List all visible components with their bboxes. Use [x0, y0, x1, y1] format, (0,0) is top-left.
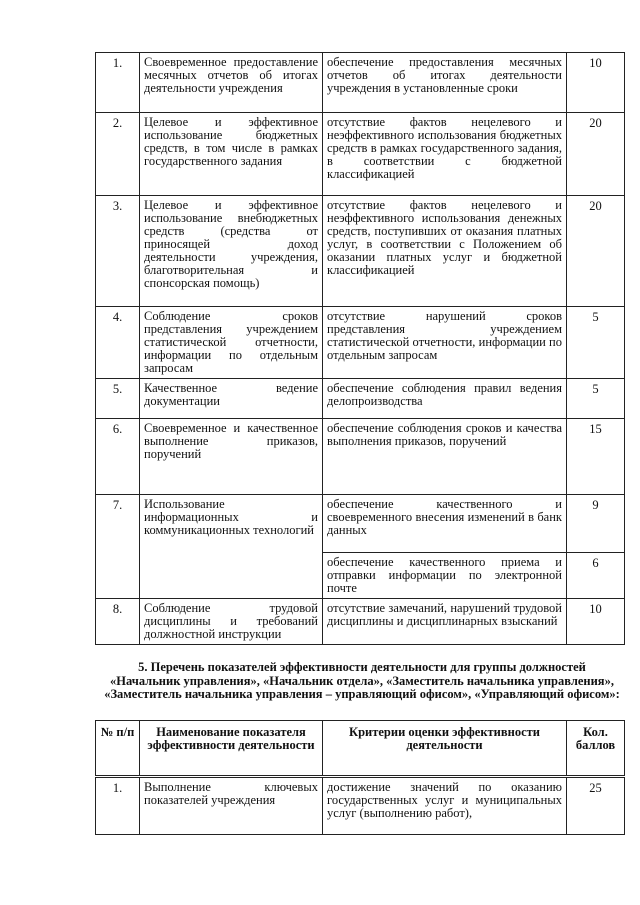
criteria-text: отсутствие нарушений сроков представления учреждением статистической отчетности, информации по отдельным запросам — [323, 307, 567, 379]
indicator-name: Своевременное предоставление месячных отчетов об итогах деятельности учреждения — [140, 53, 323, 113]
criteria-text: отсутствие фактов нецелевого и неэффективного использования бюджетных средств в рамках государственного задания, в соответствии с бюджетной классификацией — [323, 113, 567, 196]
table-row — [96, 113, 625, 196]
row-number: 8. — [96, 599, 140, 645]
table-row — [96, 307, 625, 379]
table-header-row — [96, 721, 625, 777]
indicator-name: Выполнение ключевых показателей учреждения — [140, 777, 323, 835]
indicator-name: Соблюдение сроков представления учреждением статистической отчетности, информации по отдельным запросам — [140, 307, 323, 379]
points-value: 5 — [567, 379, 625, 419]
indicator-name: Соблюдение трудовой дисциплины и требований должностной инструкции — [140, 599, 323, 645]
points-value: 5 — [567, 307, 625, 379]
indicator-name: Целевое и эффективное использование внебюджетных средств (средства от приносящей доход деятельности учреждения, благотворительная и спонсорская помощь) — [140, 196, 323, 307]
criteria-text: обеспечение соблюдения правил ведения делопроизводства — [323, 379, 567, 419]
header-criteria: Критерии оценки эффективности деятельности — [323, 721, 567, 777]
criteria-text: отсутствие фактов нецелевого и неэффективного использования денежных средств, поступивших от оказания платных услуг, в соответствии с Положением об оказании платных услуг и бюджетной классификацией — [323, 196, 567, 307]
points-value: 10 — [567, 53, 625, 113]
section-heading: 5. Перечень показателей эффективности деятельности для группы должностей «Начальник управления», «Начальник отдела», «Заместитель начальника управления», «Заместитель начальника управления – управляющий офисом», «Управляющий офисом»: — [104, 660, 620, 701]
table-row — [96, 53, 625, 113]
points-value: 15 — [567, 419, 625, 495]
row-number: 1. — [96, 777, 140, 835]
row-number: 2. — [96, 113, 140, 196]
criteria-text: обеспечение предоставления месячных отчетов об итогах деятельности учреждения в установленные сроки — [323, 53, 567, 113]
row-number: 1. — [96, 53, 140, 113]
criteria-text: отсутствие замечаний, нарушений трудовой дисциплины и дисциплинарных взысканий — [323, 599, 567, 645]
header-name: Наименование показателя эффективности деятельности — [140, 721, 323, 777]
criteria-text: достижение значений по оказанию государственных услуг и муниципальных услуг (выполнению работ), — [323, 777, 567, 835]
indicator-name: Качественное ведение документации — [140, 379, 323, 419]
criteria-text: обеспечение качественного и своевременного внесения изменений в банк данных — [323, 495, 567, 553]
criteria-text: обеспечение качественного приема и отправки информации по электронной почте — [323, 553, 567, 599]
points-value: 20 — [567, 196, 625, 307]
table-row — [96, 379, 625, 419]
table-row — [96, 196, 625, 307]
row-number: 4. — [96, 307, 140, 379]
table-row — [96, 777, 625, 835]
points-value: 20 — [567, 113, 625, 196]
points-value: 9 — [567, 495, 625, 553]
row-number: 3. — [96, 196, 140, 307]
indicators-table-section5 — [95, 720, 625, 835]
header-num: № п/п — [96, 721, 140, 777]
indicators-table-continued — [95, 52, 625, 645]
points-value: 25 — [567, 777, 625, 835]
table-row — [96, 599, 625, 645]
points-value: 10 — [567, 599, 625, 645]
criteria-text: обеспечение соблюдения сроков и качества выполнения приказов, поручений — [323, 419, 567, 495]
row-number: 6. — [96, 419, 140, 495]
points-value: 6 — [567, 553, 625, 599]
row-number: 5. — [96, 379, 140, 419]
table-row — [96, 495, 625, 553]
table-row — [96, 419, 625, 495]
indicator-name: Использование информационных и коммуникационных технологий — [140, 495, 323, 599]
header-points: Кол. баллов — [567, 721, 625, 777]
indicator-name: Своевременное и качественное выполнение приказов, поручений — [140, 419, 323, 495]
indicator-name: Целевое и эффективное использование бюджетных средств, в том числе в рамках государственного задания — [140, 113, 323, 196]
row-number: 7. — [96, 495, 140, 599]
